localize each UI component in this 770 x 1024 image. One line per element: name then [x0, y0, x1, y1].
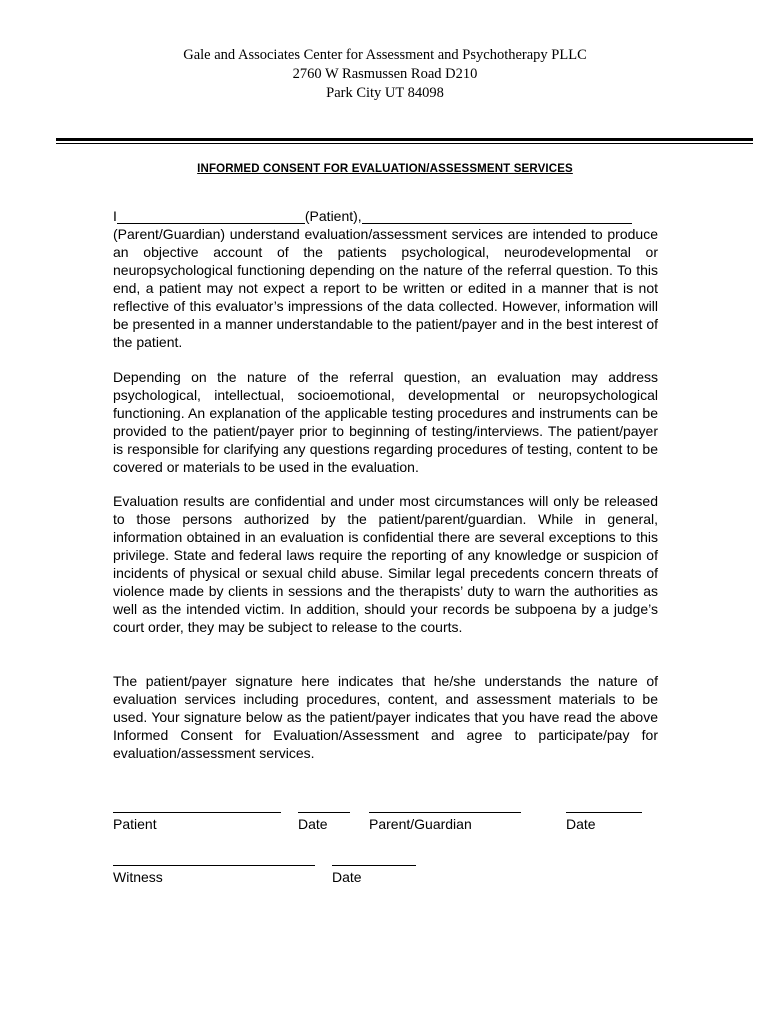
confidentiality-paragraph: Evaluation results are confidential and under most circumstances will only be released to those persons authorized by the patient/parent/guardian. While in general, information obtained in an evaluation is confidential there are several exceptions to this privilege. State and federal laws require the reporting of any knowledge or suspicion of incidents of physical or sexual child abuse. Similar legal precedents concern threats of violence made by clients in sessions and the therapists’ duty to warn the authorities as well as the intended victim. In addition, should your records be subpoena by a judge’s court order, they may be subject to release to the courts.	[113, 493, 658, 635]
practice-city: Park City UT 84098	[326, 85, 444, 101]
testing-paragraph: Depending on the nature of the referral question, an evaluation may address psychological, intellectual, socioemotional, developmental or neuropsychological functioning. An explanation of the applicable testing procedures and instruments can be provided to the patient/payer prior to beginning of testing/interviews. The patient/payer is responsible for clarifying any questions regarding procedures of testing, content to be covered or materials to be used in the evaluation.	[113, 369, 658, 475]
witness-date-line[interactable]	[332, 865, 416, 866]
patient-date-line[interactable]	[298, 812, 350, 813]
letterhead	[0, 46, 770, 103]
guardian-signature-label: Parent/Guardian	[369, 816, 472, 832]
guardian-signature-line[interactable]	[369, 812, 521, 813]
witness-signature-line[interactable]	[113, 865, 315, 866]
patient-name-blank[interactable]	[117, 208, 305, 224]
signature-statement-paragraph: The patient/payer signature here indicates that he/she understands the nature of evaluation services including procedures, content, and assessment materials to be used. Your signature below as the patient/payer indicates that you have read the above Informed Consent for Evaluation/Assessment and agree to participate/pay for evaluation/assessment services.	[113, 673, 658, 761]
patient-signature-label: Patient	[113, 816, 157, 832]
header-divider-thick	[56, 138, 753, 141]
consent-prefix: I	[113, 208, 117, 224]
consent-body: (Parent/Guardian) understand evaluation/assessment services are intended to produce an objective account of the patients psychological, neurodevelopmental or neuropsychological functioning depending on the nature of the referral question. To this end, a patient may not expect a report to be written or edited in a manner that is not reflective of this evaluator’s impressions of the data collected. However, information will be presented in a manner understandable to the patient/payer and in the best interest of the patient.	[113, 226, 658, 350]
header-divider-thin	[56, 143, 753, 144]
consent-paragraph	[113, 207, 658, 351]
practice-address: 2760 W Rasmussen Road D210	[292, 66, 478, 82]
witness-date-label: Date	[332, 869, 362, 885]
guardian-name-blank[interactable]	[362, 208, 632, 224]
consent-fill-line	[113, 207, 658, 225]
guardian-date-line[interactable]	[566, 812, 642, 813]
practice-name: Gale and Associates Center for Assessment and Psychotherapy PLLC	[183, 47, 587, 63]
patient-label: (Patient),	[304, 208, 362, 224]
patient-date-label: Date	[298, 816, 328, 832]
document-title: INFORMED CONSENT FOR EVALUATION/ASSESSMENT SERVICES	[197, 163, 573, 175]
patient-signature-line[interactable]	[113, 812, 281, 813]
guardian-date-label: Date	[566, 816, 596, 832]
witness-signature-label: Witness	[113, 869, 163, 885]
